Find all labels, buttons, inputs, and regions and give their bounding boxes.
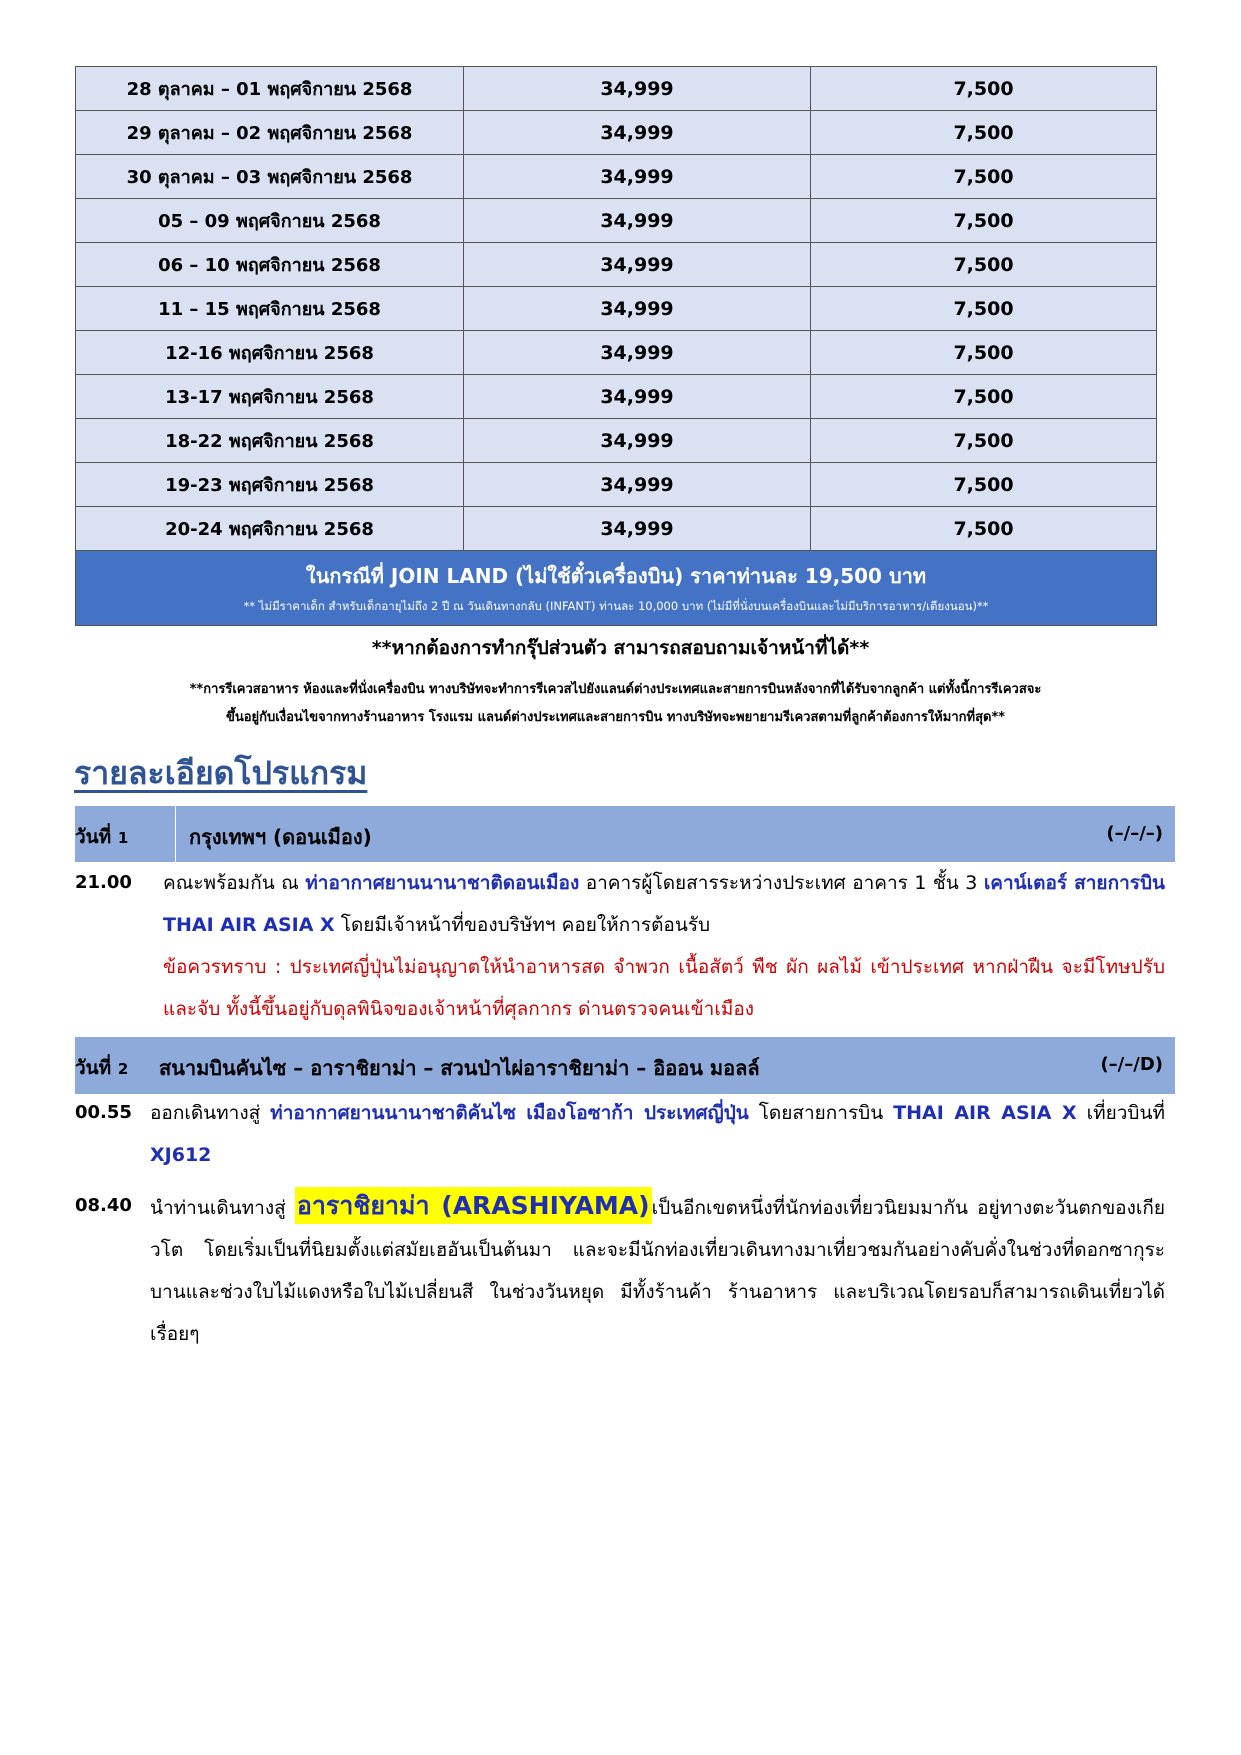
single-supplement-cell: 7,500 [811, 111, 1157, 155]
single-supplement-cell: 7,500 [811, 463, 1157, 507]
adult-price-cell: 34,999 [464, 199, 811, 243]
private-group-note: **หากต้องการทำกรุ๊ปส่วนตัว สามารถสอบถามเจ้าหน้าที่ได้** [371, 637, 870, 659]
adult-price-cell: 34,999 [464, 243, 811, 287]
travel-date-cell: 29 ตุลาคม – 02 พฤศจิกายน 2568 [76, 111, 464, 155]
food-warning: ข้อควรทราบ : ประเทศญี่ปุ่นไม่อนุญาตให้นำอาหารสด จำพวก เนื้อสัตว์ พืช ผัก ผลไม้ เข้าประเทศ หากฝ่าฝืน จะมีโทษปรับและจับ ทั้งนี้ขึ้นอยู่กับดุลพินิจของเจ้าหน้าที่ศุลกากร ด่านตรวจคนเข้าเมือง [163, 956, 1165, 1020]
travel-date-cell: 30 ตุลาคม – 03 พฤศจิกายน 2568 [76, 155, 464, 199]
price-row [76, 67, 1157, 111]
day-2-item-0840 [75, 1185, 1165, 1365]
travel-date-cell: 05 – 09 พฤศจิกายน 2568 [76, 199, 464, 243]
adult-price-cell: 34,999 [464, 67, 811, 111]
single-supplement-cell: 7,500 [811, 155, 1157, 199]
single-supplement-cell: 7,500 [811, 243, 1157, 287]
price-row [76, 463, 1157, 507]
adult-price-cell: 34,999 [464, 463, 811, 507]
adult-price-cell: 34,999 [464, 287, 811, 331]
join-land-cell [76, 551, 1157, 626]
price-row [76, 287, 1157, 331]
day-2-header [75, 1037, 1175, 1094]
day-1-meals: (–/–/–) [1106, 823, 1163, 844]
time-label: 00.55 [75, 1102, 132, 1123]
single-supplement-cell: 7,500 [811, 507, 1157, 551]
price-row [76, 155, 1157, 199]
price-row [76, 331, 1157, 375]
adult-price-cell: 34,999 [464, 375, 811, 419]
request-note [75, 676, 1156, 732]
single-supplement-cell: 7,500 [811, 331, 1157, 375]
adult-price-cell: 34,999 [464, 331, 811, 375]
price-row [76, 111, 1157, 155]
day-1-route: กรุงเทพฯ (ดอนเมือง) [189, 825, 372, 849]
arashiyama-highlight: อาราชิยาม่า (ARASHIYAMA) [295, 1187, 652, 1224]
travel-date-cell: 18-22 พฤศจิกายน 2568 [76, 419, 464, 463]
price-row [76, 243, 1157, 287]
day-1-description: คณะพร้อมกัน ณ ท่าอากาศยานนานาชาติดอนเมือง อาคารผู้โดยสารระหว่างประเทศ อาคาร 1 ชั้น 3 เคาน์เตอร์ สายการบิน THAI AIR ASIA X โดยมีเจ้าหน้าที่ของบริษัทฯ คอยให้การต้อนรับ ข้อควรทราบ : ประเทศญี่ปุ่นไม่อนุญาตให้นำอาหารสด จำพวก เนื้อสัตว์ พืช ผัก ผลไม้ เข้าประเทศ หากฝ่าฝืน จะมีโทษปรับและจับ ทั้งนี้ขึ้นอยู่กับดุลพินิจของเจ้าหน้าที่ศุลกากร ด่านตรวจคนเข้าเมือง [163, 872, 1165, 1020]
price-rows [76, 67, 1157, 551]
travel-date-cell: 19-23 พฤศจิกายน 2568 [76, 463, 464, 507]
time-label: 21.00 [75, 872, 132, 893]
travel-date-cell: 20-24 พฤศจิกายน 2568 [76, 507, 464, 551]
arashiyama-description: นำท่านเดินทางสู่ อาราชิยาม่า (ARASHIYAMA) เป็นอีกเขตหนึ่งที่นักท่องเที่ยวนิยมมากัน อยู่ทางตะวันตกของเกียวโต โดยเริ่มเป็นที่นิยมตั้งแต่สมัยเฮอันเป็นต้นมา และจะมีนักท่องเที่ยวเดินทางมาเที่ยวชมกันอย่างคับคั่งในช่วงที่ดอกซากุระบานและช่วงใบไม้แดงหรือใบไม้เปลี่ยนสี ในช่วงวันหยุด มีทั้งร้านค้า ร้านอาหาร และบริเวณโดยรอบก็สามารถเดินเที่ยวได้เรื่อยๆ [150, 1185, 1165, 1355]
program-title: รายละเอียดโปรแกรม [74, 754, 368, 792]
flight-description: ออกเดินทางสู่ ท่าอากาศยานนานาชาติคันไซ เมืองโอซาก้า ประเทศญี่ปุ่น โดยสายการบิน THAI AIR ASIA X เที่ยวบินที่ XJ612 [150, 1102, 1165, 1166]
price-row [76, 507, 1157, 551]
infant-note: ** ไม่มีราคาเด็ก สำหรับเด็กอายุไม่ถึง 2 ปี ณ วันเดินทางกลับ (INFANT) ท่านละ 10,000 บาท (ไม่มีที่นั่งบนเครื่องบินและไม่มีบริการอาหาร/เตียงนอน)** [243, 599, 989, 613]
request-note-line-2: ขึ้นอยู่กับเงื่อนไขจากทางร้านอาหาร โรงแรม แลนด์ต่างประเทศและสายการบิน ทางบริษัทจะพยายามรีเควสตามที่ลูกค้าต้องการให้มากที่สุด** [225, 710, 1006, 725]
day-1-label: วันที่ 1 [75, 826, 129, 848]
adult-price-cell: 34,999 [464, 155, 811, 199]
travel-date-cell: 11 – 15 พฤศจิกายน 2568 [76, 287, 464, 331]
travel-date-cell: 06 – 10 พฤศจิกายน 2568 [76, 243, 464, 287]
join-land-price: ในกรณีที่ JOIN LAND (ไม่ใช้ตั๋วเครื่องบิน) ราคาท่านละ 19,500 บาท [305, 564, 927, 588]
single-supplement-cell: 7,500 [811, 67, 1157, 111]
day-1-item-2100 [75, 862, 1165, 1032]
single-supplement-cell: 7,500 [811, 419, 1157, 463]
travel-date-cell: 12-16 พฤศจิกายน 2568 [76, 331, 464, 375]
adult-price-cell: 34,999 [464, 111, 811, 155]
day-2-label: วันที่ 2 [75, 1057, 129, 1079]
day-2-item-0055 [75, 1092, 1165, 1182]
adult-price-cell: 34,999 [464, 419, 811, 463]
travel-date-cell: 13-17 พฤศจิกายน 2568 [76, 375, 464, 419]
single-supplement-cell: 7,500 [811, 199, 1157, 243]
day-1-divider [175, 806, 176, 862]
price-row [76, 419, 1157, 463]
day-2-meals: (–/–/D) [1100, 1054, 1163, 1075]
day-2-route: สนามบินคันไซ – อาราชิยาม่า – สวนป่าไผ่อาราชิยาม่า – อิออน มอลล์ [159, 1056, 760, 1080]
price-row [76, 375, 1157, 419]
price-table [75, 66, 1157, 626]
time-label: 08.40 [75, 1195, 132, 1216]
price-summary-row [76, 551, 1157, 626]
single-supplement-cell: 7,500 [811, 287, 1157, 331]
price-row [76, 199, 1157, 243]
travel-date-cell: 28 ตุลาคม – 01 พฤศจิกายน 2568 [76, 67, 464, 111]
adult-price-cell: 34,999 [464, 507, 811, 551]
single-supplement-cell: 7,500 [811, 375, 1157, 419]
day-1-header [75, 806, 1175, 862]
request-note-line-1: **การรีเควสอาหาร ห้องและที่นั่งเครื่องบิน ทางบริษัทจะทำการรีเควสไปยังแลนด์ต่างประเทศและสายการบินหลังจากที่ได้รับจากลูกค้า แต่ทั้งนี้การรีเควสจะ [189, 682, 1042, 697]
